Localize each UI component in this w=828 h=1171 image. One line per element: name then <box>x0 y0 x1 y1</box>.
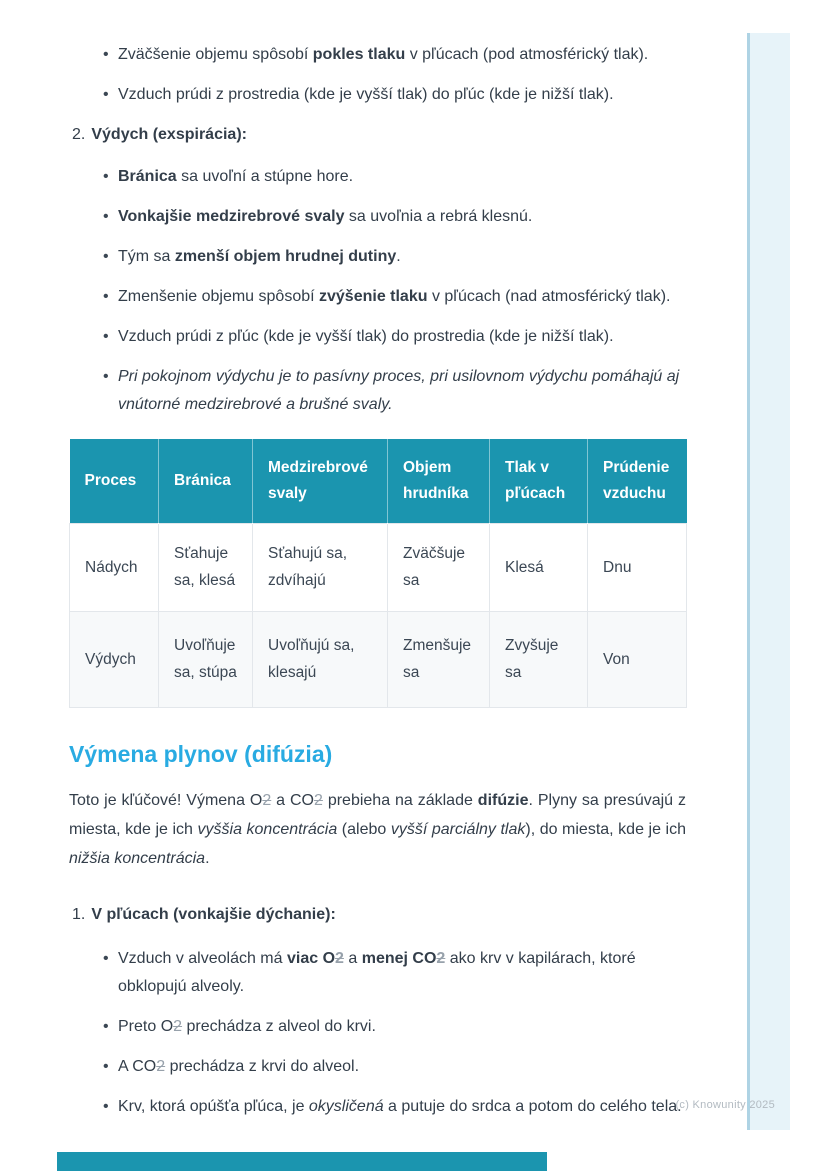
list-item-text: Zmenšenie objemu spôsobí zvýšenie tlaku v pľúcach (nad atmosférický tlak). <box>118 288 671 305</box>
list-item <box>69 81 686 109</box>
list-item-text: A CO2 prechádza z krvi do alveol. <box>118 1057 360 1075</box>
bullet-icon: • <box>103 46 109 63</box>
list-item-text: Vzduch v alveolách má viac O2 a menej CO2 ako krv v kapilárach, ktoré obklopujú alveoly. <box>118 949 636 995</box>
table-cell: Zväčšuje sa <box>388 523 490 611</box>
table-header-cell: Bránica <box>159 439 253 523</box>
section-title: Výdych (exspirácia): <box>91 126 247 143</box>
list-item <box>69 323 686 351</box>
table-cell: Uvoľňujú sa, klesajú <box>253 611 388 707</box>
bullet-icon: • <box>103 168 109 185</box>
table-cell: Von <box>588 611 687 707</box>
list-item <box>69 243 686 271</box>
table-cell: Sťahuje sa, klesá <box>159 523 253 611</box>
table-header-cell: Objem hrudníka <box>388 439 490 523</box>
bullet-icon: • <box>103 1097 109 1115</box>
list-item-text: Preto O2 prechádza z alveol do krvi. <box>118 1017 376 1035</box>
numbered-section-lungs <box>69 901 686 929</box>
list-item <box>69 1053 686 1081</box>
table-cell: Sťahujú sa, zdvíhajú <box>253 523 388 611</box>
list-item-text: Krv, ktorá opúšťa pľúca, je okysličená a putuje do srdca a potom do celého tela. <box>118 1097 682 1115</box>
bullet-icon: • <box>103 208 109 225</box>
table-cell: Zvyšuje sa <box>490 611 588 707</box>
bullet-icon: • <box>103 248 109 265</box>
table-header-cell: Prúdenie vzduchu <box>588 439 687 523</box>
list-item-text: Tým sa zmenší objem hrudnej dutiny. <box>118 248 401 265</box>
copyright-notice: (c) Knowunity 2025 <box>675 1099 775 1111</box>
list-item-text: Vzduch prúdi z pľúc (kde je vyšší tlak) do prostredia (kde je nižší tlak). <box>118 328 614 345</box>
bullet-icon: • <box>103 328 109 345</box>
table-cell: Výdych <box>70 611 159 707</box>
table-header-row <box>70 439 687 523</box>
list-item <box>69 163 686 191</box>
table-cell: Uvoľňuje sa, stúpa <box>159 611 253 707</box>
table-row <box>70 611 687 707</box>
table-cell: Dnu <box>588 523 687 611</box>
list-item <box>69 1093 686 1121</box>
list-item-text: Vzduch prúdi z prostredia (kde je vyšší tlak) do pľúc (kde je nižší tlak). <box>118 86 614 103</box>
bullet-icon: • <box>103 86 109 103</box>
list-item-text: Vonkajšie medzirebrové svaly sa uvoľnia a rebrá klesnú. <box>118 208 533 225</box>
table-cell: Klesá <box>490 523 588 611</box>
list-item <box>69 1013 686 1041</box>
list-item <box>69 203 686 231</box>
list-item <box>69 945 686 1001</box>
bullet-icon: • <box>103 949 109 967</box>
next-page-header-strip <box>57 1152 547 1171</box>
list-item <box>69 283 686 311</box>
table-header-cell: Medzirebrové svaly <box>253 439 388 523</box>
bullet-icon: • <box>103 1017 109 1035</box>
list-item-text: Bránica sa uvoľní a stúpne hore. <box>118 168 354 185</box>
section-heading-diffusion: Výmena plynov (difúzia) <box>69 740 333 767</box>
table-header-cell: Tlak v pľúcach <box>490 439 588 523</box>
table-cell: Zmenšuje sa <box>388 611 490 707</box>
bullet-icon: • <box>103 1057 109 1075</box>
bullet-icon: • <box>103 288 109 305</box>
list-item-text: Zväčšenie objemu spôsobí pokles tlaku v pľúcach (pod atmosférický tlak). <box>118 46 649 63</box>
table-header-cell: Proces <box>70 439 159 523</box>
section-number: 1. <box>72 905 86 923</box>
table-cell: Nádych <box>70 523 159 611</box>
table-row <box>70 523 687 611</box>
section-title: V pľúcach (vonkajšie dýchanie): <box>91 905 336 923</box>
breathing-comparison-table <box>69 439 687 708</box>
section-number: 2. <box>72 126 86 143</box>
bullet-icon: • <box>103 368 109 385</box>
diffusion-paragraph: Toto je kľúčové! Výmena O2 a CO2 prebieha na základe difúzie. Plyny sa presúvajú z miesta, kde je ich vyššia koncentrácia (alebo vyšší parciálny tlak), do miesta, kde je ich nižšia koncentrácia. <box>69 791 686 867</box>
list-item-text: Pri pokojnom výdychu je to pasívny proces, pri usilovnom výdychu pomáhajú aj vnútorné medzirebrové a brušné svaly. <box>118 368 680 413</box>
list-item <box>69 363 686 419</box>
numbered-section-exhale <box>69 121 686 149</box>
list-item <box>69 41 686 69</box>
